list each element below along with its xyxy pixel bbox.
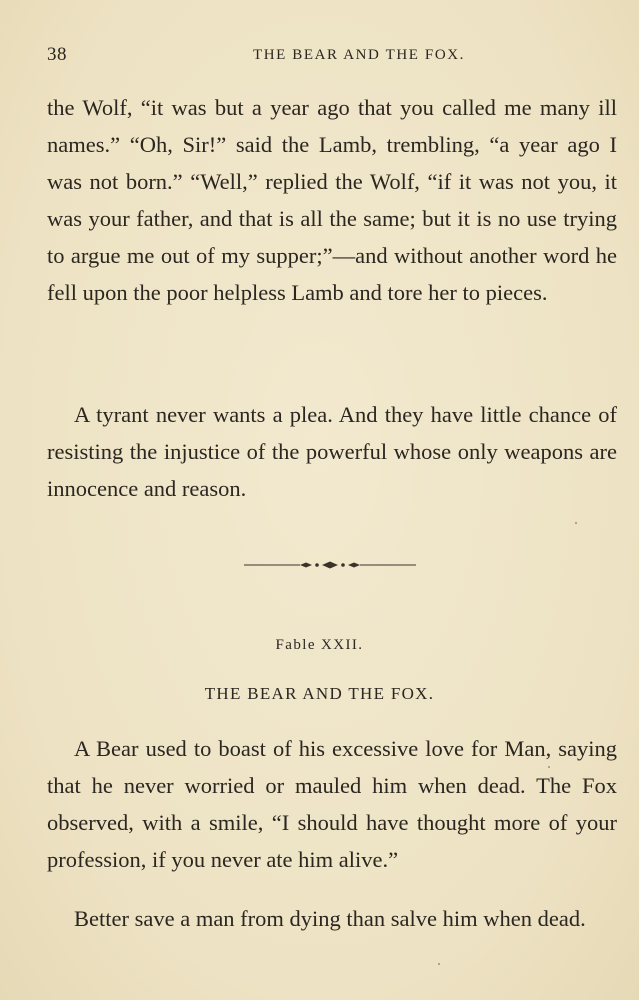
- fable-moral: [47, 900, 617, 937]
- page-number: 38: [47, 44, 67, 65]
- paper-speck: [438, 963, 440, 965]
- paragraph-text: the Wolf, “it was but a year ago that you called me many ill names.” “Oh, Sir!” said the Lamb, trembling, “a year ago I was not born.” “Well,” replied the Wolf, “if it was not you, it was your father, and that is all the same; but it is no use trying to argue me out of my supper;”—and without another word he fell upon the poor helpless Lamb and tore her to pieces.: [47, 95, 617, 305]
- fable-title: THE BEAR AND THE FOX.: [204, 684, 435, 703]
- fable-story: [47, 730, 617, 878]
- paragraph-text: A tyrant never wants a plea. And they have little chance of resisting the injustice of the powerful whose only weapons are innocence and reason.: [47, 402, 617, 501]
- section-divider-ornament: [244, 558, 416, 572]
- paper-speck: [575, 522, 577, 524]
- fable-number: Fable XXII.: [275, 637, 364, 653]
- paragraph-wolf-lamb-ending: [47, 89, 617, 311]
- page-header: [47, 44, 611, 68]
- paragraph-wolf-lamb-moral: [47, 396, 617, 507]
- paragraph-text: Better save a man from dying than salve him when dead.: [74, 906, 586, 931]
- running-head: THE BEAR AND THE FOX.: [252, 47, 466, 63]
- paper-speck: [548, 766, 550, 768]
- paragraph-text: A Bear used to boast of his excessive love for Man, saying that he never worried or mauled him when dead. The Fox observed, with a smile, “I should have thought more of your profession, if you never ate him alive.”: [47, 736, 617, 872]
